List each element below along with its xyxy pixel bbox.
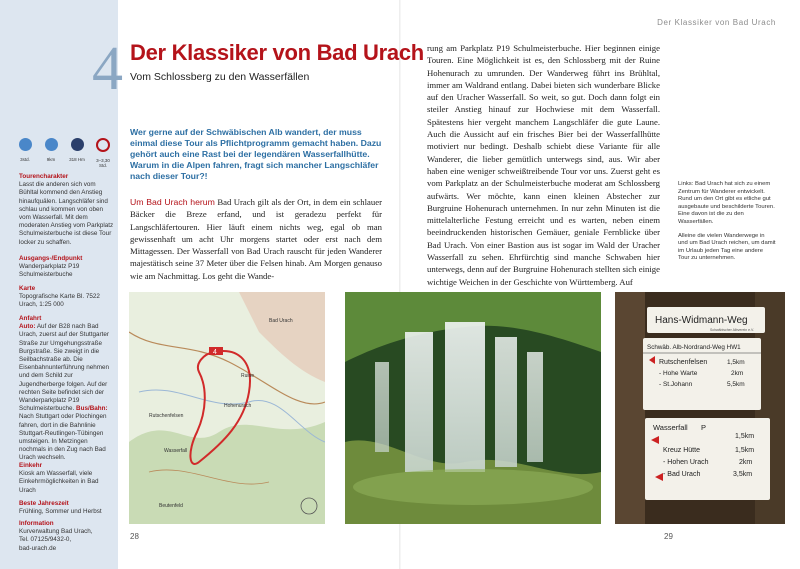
- einkehr-text: Kiosk am Wasserfall, viele Einkehrmöglichkeiten in Bad Urach: [19, 470, 99, 494]
- map-place-5: Beutenfeld: [159, 503, 183, 509]
- einkehr-heading: Einkehr: [19, 462, 43, 469]
- sign-row2-dist-2: 2km: [739, 459, 753, 466]
- chapter-subtitle: Vom Schlossberg zu den Wasserfällen: [130, 71, 310, 83]
- lead-paragraph: Wer gerne auf der Schwäbischen Alb wandert, der muss einmal diese Tour als Pflichtprogramm gemacht haben. Dazu gehört auch eine Rast bei der legendären Wasserfallhütte. Warum in die Alpen fahren, fragt sich mancher Langschläfer nach dieser Tour?!: [130, 127, 382, 181]
- map-place-2: Ruine: [241, 373, 255, 379]
- sidebar-karte: [19, 285, 115, 310]
- time-stat: [92, 138, 114, 168]
- map-place-3: Wasserfall: [164, 448, 188, 454]
- map-place-1: Hohenurach: [224, 403, 252, 409]
- ausgang-heading: Ausgangs-/Endpunkt: [19, 255, 83, 262]
- map-place-0: Bad Urach: [269, 318, 293, 324]
- anfahrt-bus-label: Bus/Bahn:: [74, 405, 108, 413]
- top-sign-text: Hans-Widmann-Weg: [655, 315, 748, 326]
- sign-header: Schwäb. Alb-Nordrand-Weg HW1: [647, 344, 741, 351]
- waterfall-drawing: [345, 292, 601, 524]
- sign-row1-place-2: - St.Johann: [659, 381, 693, 388]
- map-drawing: [129, 292, 325, 524]
- jahreszeit-text: Frühling, Sommer und Herbst: [19, 508, 102, 516]
- karte-text: Topografische Karte Bl. 7522 Urach, 1:25 000: [19, 293, 100, 309]
- karte-heading: Karte: [19, 285, 36, 292]
- sign-row2-dist-1: 1,5km: [735, 447, 755, 454]
- sidebar-anfahrt: [19, 315, 115, 463]
- map-place-4: Rutschenfelsen: [149, 413, 184, 419]
- sign-row2-dist-3: 3,5km: [733, 471, 753, 478]
- sidebar-einkehr: [19, 462, 115, 495]
- sign-row2-place-0: Wasserfall: [653, 423, 688, 432]
- anfahrt-auto-label: Auto:: [19, 323, 36, 331]
- sign-row1-dist-1: 2km: [731, 370, 744, 377]
- start-marker-label: 4: [213, 349, 217, 356]
- chapter-number: 4: [92, 35, 123, 103]
- ausgang-text: Wanderparkplatz P19 Schulmeisterbuche: [19, 263, 80, 279]
- chapter-title: Der Klassiker von Bad Urach: [130, 40, 424, 65]
- clock-icon: [96, 138, 110, 152]
- sign-row1-dist-0: 1,5km: [727, 359, 745, 366]
- distance-stat: [40, 138, 62, 168]
- time-label: 3–3,30 Std.: [96, 158, 110, 168]
- sidebar-information: [19, 520, 115, 553]
- signpost-drawing: [615, 292, 785, 524]
- walking-icon: [19, 138, 32, 151]
- sign-row1-dist-2: 5,5km: [727, 381, 745, 388]
- running-head: Der Klassiker von Bad Urach: [657, 18, 776, 27]
- distance-icon: [45, 138, 58, 151]
- sidebar-tourencharakter: [19, 173, 115, 247]
- caption-paragraph-2: Alleine die vielen Wanderwege in und um Bad Urach reichen, um damit im Urlaub jeden Tag eine andere Tour zu unternehmen.: [678, 232, 776, 262]
- sign-row2-place-2: - Hohen Urach: [663, 459, 709, 466]
- page-number-right: 29: [664, 532, 673, 541]
- sign-row1-place-1: - Hohe Warte: [659, 370, 698, 377]
- route-map: [129, 292, 325, 524]
- anfahrt-auto-text: Auf der B28 nach Bad Urach, zuerst auf der Stuttgarter Straße zur Umgehungsstraße Burgstraße. Sie zweigt in die Seilbachstraße ab. Die Eisenbahnunterführung nehmen und dem Schild zur Jugendherberge folgen. Auf der rechten Seite befindet sich der Wanderparkplatz P19 Schulmeisterbuche.: [19, 323, 109, 413]
- section-heading: Um Bad Urach herum: [130, 197, 215, 207]
- walking-stat: [14, 138, 36, 168]
- info-link: bad-urach.de: [19, 544, 57, 552]
- jahreszeit-heading: Beste Jahreszeit: [19, 500, 69, 507]
- signpost-photo: [615, 292, 785, 524]
- sign-row2-place-1: Kreuz Hütte: [663, 447, 700, 454]
- sign-row1-place-0: Rutschenfelsen: [659, 359, 708, 366]
- body-text-right: rung am Parkplatz P19 Schulmeisterbuche. Hier beginnen einige Touren. Eine Möglichkeit ist es, den Schlossberg mit der Ruine Hohenurach zu umrunden. Der Wanderweg führt ins Brühltal, immer am Waldrand entlang. Dabei bieten sich wunderbare Blicke auf den Uracher Wasserfall. So weit, so gut. Doch dann folgt ein steiler Anstieg hinauf zur Hochwiese mit dem Wasserfall. Spätestens hier vergeht manchem Langschläfer die gute Laune. Auch die Aussicht auf ein frisches Bier bei der Wasserfallhütte motiviert nur bedingt. Deshalb schiebt diese Variante für alle Wanderer, die lieber gemütlich unterwegs sind, aus. Wir aber haben eine weniger schweißtreibende Tour vor uns. Zuerst geht es vom Parkplatz an der Schulmeisterbuche moderat am Schlossberg aufwärts. Wer möchte, kann einen kleinen Abstecher zur Burgruine Hohenurach unternehmen. In nur zehn Minuten ist die mittelalterliche Festung erreicht und es warten, neben einem beeindruckenden historischen Gemäuer, geniale Fernblicke über Bad Urach. Von einer Bastion aus ist sogar im Wald der Uracher Wasserfall zu sehen. Ehrfürchtig sind manche Schwaben hier unterwegs, denn auf der Burgruine Hohenurach stellten sich einige wichtige Weichen in der Geschichte von Württemberg. Auf: [427, 43, 660, 287]
- info-line-1: Kurverwaltung Bad Urach,: [19, 528, 93, 536]
- anfahrt-bus-text: Nach Stuttgart oder Plochingen fahren, dort in die Bahnlinie Stuttgart-Reutlingen-Tübingen umsteigen. In Metzingen nochmals in den Zug nach Bad Urach wechseln.: [19, 413, 107, 462]
- ascent-icon: [71, 138, 84, 151]
- sign-row2-dist-0: 1,5km: [735, 433, 755, 440]
- body-left-text: Bad Urach gilt als der Ort, in dem ein schlauer Bäcker die Breze erfand, und ist geradezu perfekt für Langschläfertouren. Hier läuft einem nichts weg, egal ob man gewissenhaft um acht Uhr morgens startet oder erst nach dem Mittagessen. Der Wasserfall von Bad Urach rauscht für jeden Wanderer majestätisch seine 37 Meter über die Felsen hinab. Am Morgen genauso wie am Nachmittag. Los geht die Wande-: [130, 197, 382, 281]
- waterfall-photo: [345, 292, 601, 524]
- tourencharakter-heading: Tourencharakter: [19, 173, 69, 180]
- tourencharakter-text: Lasst die anderen sich vom Bühltal kommend den Anstieg hinaufquälen. Langschläfer sind schlau und kommen von oben vom Wasserfall. Mit dem moderaten Anstieg vom Parkplatz Schulmeisterbuche ist diese Tour locker zu schaffen.: [19, 181, 114, 246]
- sign-row2-mark-0: P: [701, 423, 707, 432]
- image-caption: [678, 181, 776, 269]
- walking-label: 3std.: [20, 157, 30, 162]
- sign-row2-place-3: - Bad Urach: [663, 471, 701, 478]
- tour-stats: [14, 138, 114, 168]
- ascent-stat: [66, 138, 88, 168]
- caption-paragraph-1: Links: Bad Urach hat sich zu einem Zentrum für Wanderer entwickelt. Rund um den Ort gibt es etliche gut ausgebaute und beschilderte Touren. Eine davon ist die zu den Wasserfällen.: [678, 181, 775, 225]
- ascent-label: 318 Hm: [69, 157, 85, 162]
- top-sign-small: Schwäbischer Albverein e.V.: [710, 328, 755, 332]
- body-text-left: [130, 196, 382, 282]
- distance-label: 9km: [46, 157, 56, 162]
- sidebar-ausgang: [19, 255, 115, 280]
- info-heading: Information: [19, 520, 54, 527]
- anfahrt-heading: Anfahrt: [19, 315, 42, 322]
- sidebar-jahreszeit: [19, 500, 115, 516]
- page-number-left: 28: [130, 532, 139, 541]
- info-line-2: Tel. 07125/9432-0,: [19, 536, 72, 544]
